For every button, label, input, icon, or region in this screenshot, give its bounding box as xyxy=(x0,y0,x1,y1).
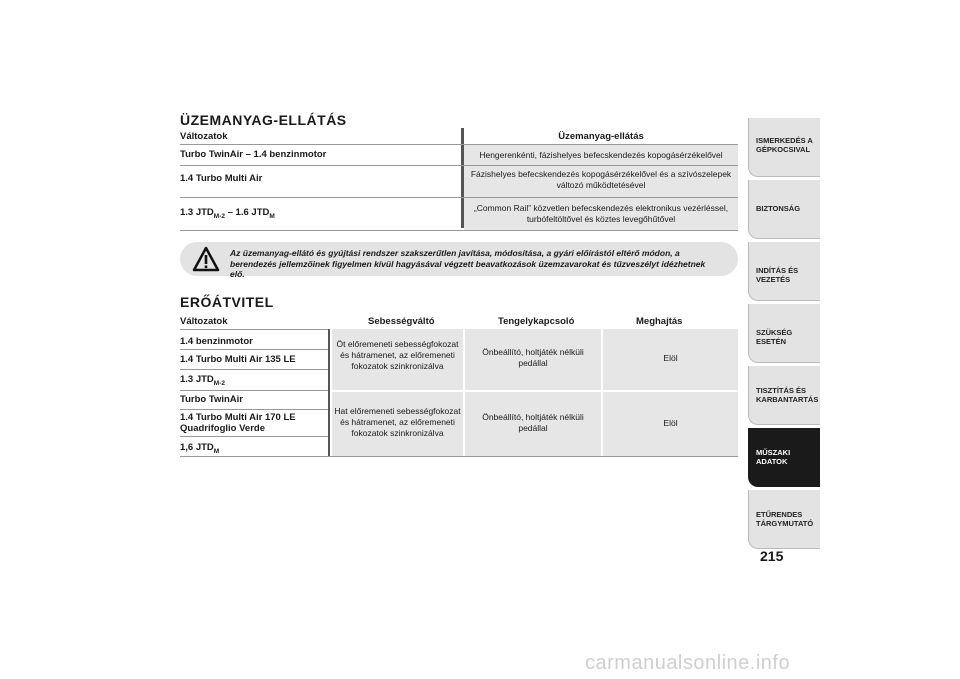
tab-index[interactable]: ETŰRENDES TÁRGYMUTATÓ xyxy=(748,490,820,549)
header-variants: Változatok xyxy=(180,131,228,142)
drive-cell: Elöl xyxy=(603,329,738,390)
tab-starting-driving[interactable]: INDÍTÁS ÉS VEZETÉS xyxy=(748,242,820,301)
page-number: 215 xyxy=(760,548,784,564)
fuel-section-title: ÜZEMANYAG-ELLÁTÁS xyxy=(180,112,347,128)
row-divider xyxy=(180,409,330,410)
fuel-table xyxy=(180,128,738,231)
row-divider xyxy=(180,349,330,350)
variant-label: Quadrifoglio Verde xyxy=(180,423,265,434)
variant-label: 1.3 $JTD_{M-2}$ xyxy=(180,374,225,387)
tab-emergency[interactable]: SZÜKSÉG ESETÉN xyxy=(748,304,820,363)
variant-label: 1.4 Turbo Multi Air xyxy=(180,173,263,184)
fuel-value: Hengerenkénti, fázishelyes befecskendezés kopogásérzékelővel xyxy=(464,145,738,165)
fuel-value: Fázishelyes befecskendezés kopogásérzékelővel és a szívószelepek változó működtetésével xyxy=(464,166,738,197)
drivetrain-table xyxy=(180,312,738,457)
table-bottom-line xyxy=(180,456,738,457)
variant-label: 1.4 benzinmotor xyxy=(180,336,253,347)
clutch-cell: Önbeállító, holtjáték nélküli pedállal xyxy=(465,329,601,390)
row-divider xyxy=(180,436,330,437)
table-row xyxy=(180,165,738,197)
variant-label: 1.3 $JTD_{M-2} - 1.6$ $JTD_M$ xyxy=(180,207,275,220)
fuel-value: „Common Rail” közvetlen befecskendezés elektronikus vezérléssel, turbófeltöltővel és köztes levegőhűtővel xyxy=(464,198,738,230)
variant-label: 1,6 $JTD_M$ xyxy=(180,442,220,455)
variant-label: Turbo TwinAir xyxy=(180,394,243,405)
row-divider xyxy=(180,369,330,370)
chapter-tabs xyxy=(748,118,820,552)
gearbox-cell: Öt előremeneti sebességfokozat és hátramenet, az előremeneti fokozatok szinkronizálva xyxy=(332,329,463,390)
table-row xyxy=(180,144,738,165)
header-gearbox: Sebességváltó xyxy=(368,316,435,327)
tab-maintenance[interactable]: TISZTÍTÁS ÉS KARBANTARTÁS xyxy=(748,366,820,425)
clutch-cell: Önbeállító, holtjáték nélküli pedállal xyxy=(465,392,601,456)
header-fuel-supply: Üzemanyag-ellátás xyxy=(558,131,644,142)
warning-box xyxy=(180,242,738,279)
row-divider xyxy=(180,329,330,330)
variant-label: 1.4 Turbo Multi Air 170 LE xyxy=(180,412,296,423)
drive-section-title: ERŐÁTVITEL xyxy=(180,294,274,310)
variant-label: 1.4 Turbo Multi Air 135 LE xyxy=(180,354,296,365)
variant-label: Turbo TwinAir – 1.4 benzinmotor xyxy=(180,149,327,160)
warning-text: Az üzemanyag-ellátó és gyújtási rendszer szakszerűtlen javítása, módosítása, a gyári előírástól eltérő módon, a berendezés jellemzőinek figyelmen kívül hagyásával végzett beavatkozások üzemzavarokat és tűzveszélyt idézhetnek elő. xyxy=(230,248,706,279)
tab-technical-data[interactable]: MŰSZAKI ADATOK xyxy=(748,428,820,487)
header-variants: Változatok xyxy=(180,316,228,327)
tab-getting-to-know[interactable]: ISMERKEDÉS A GÉPKOCSIVAL xyxy=(748,118,820,177)
header-clutch: Tengelykapcsoló xyxy=(498,316,575,327)
watermark: carmanualsonline.info xyxy=(585,652,791,674)
drive-cell: Elöl xyxy=(603,392,738,456)
row-divider xyxy=(180,390,330,391)
column-divider xyxy=(328,329,330,457)
gearbox-cell: Hat előremeneti sebességfokozat és hátramenet, az előremeneti fokozatok szinkronizálva xyxy=(332,392,463,456)
table-row xyxy=(180,197,738,231)
fuel-table-header xyxy=(180,128,738,144)
warning-icon xyxy=(192,246,220,272)
header-drive: Meghajtás xyxy=(636,316,683,327)
tab-safety[interactable]: BIZTONSÁG xyxy=(748,180,820,239)
